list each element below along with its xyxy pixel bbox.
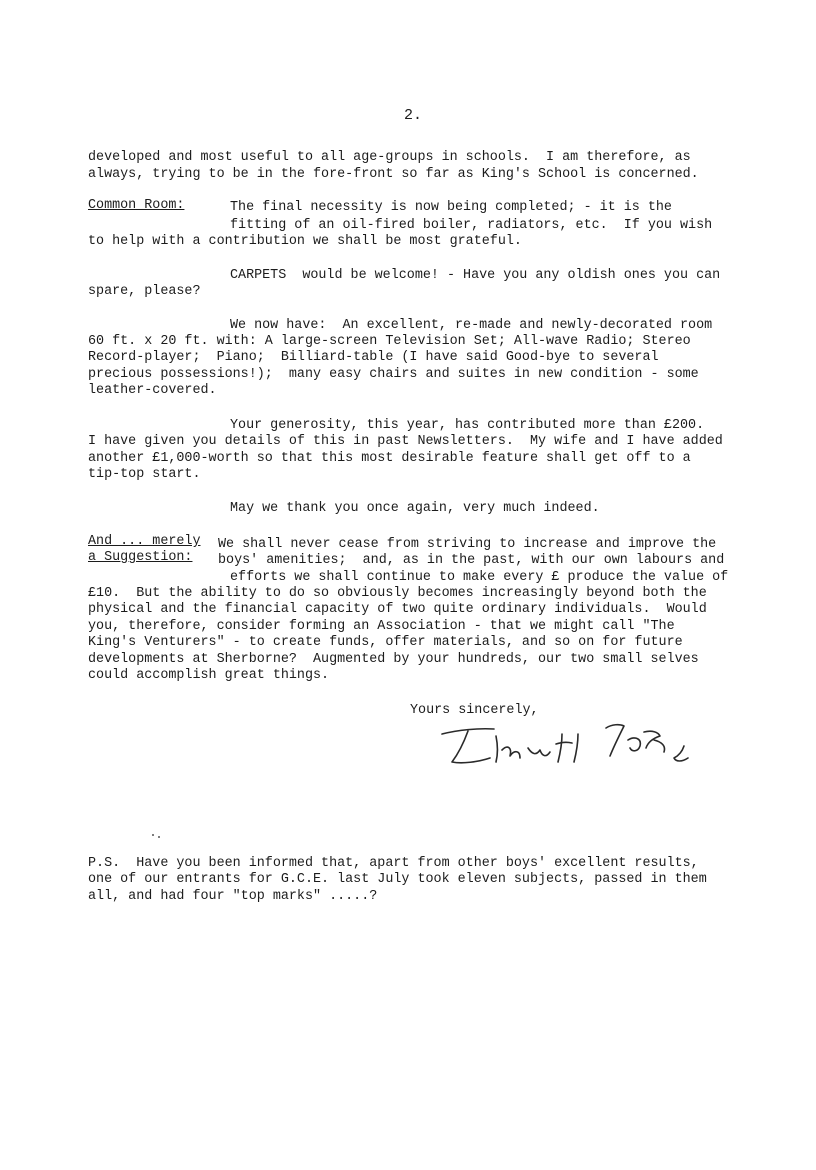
suggestion-line-6: you, therefore, consider forming an Association - that we might call "The [88, 619, 675, 634]
generosity-line-1: Your generosity, this year, has contributed more than £200. [230, 418, 705, 433]
closing-salutation: Yours sincerely, [410, 703, 539, 718]
suggestion-line-9: could accomplish great things. [88, 668, 330, 683]
generosity-line-3: another £1,000-worth so that this most desirable feature shall get off to a [88, 451, 691, 466]
now-have-line-2: 60 ft. x 20 ft. with: A large-screen Television Set; All-wave Radio; Stereo [88, 334, 691, 349]
common-room-continuation: to help with a contribution we shall be most grateful. [88, 234, 522, 249]
suggestion-line-1: We shall never cease from striving to increase and improve the [218, 537, 717, 552]
now-have-line-3: Record-player; Piano; Billiard-table (I have said Good-bye to several [88, 350, 659, 365]
common-room-line-1: The final necessity is now being completed; - it is the [230, 200, 672, 215]
ps-line-3: all, and had four "top marks" .....? [88, 889, 378, 904]
suggestion-line-2: boys' amenities; and, as in the past, with our own labours and [218, 553, 725, 568]
ps-line-2: one of our entrants for G.C.E. last July took eleven subjects, passed in them [88, 872, 707, 887]
page-number: 2. [404, 107, 423, 124]
now-have-line-1: We now have: An excellent, re-made and newly-decorated room [230, 318, 713, 333]
suggestion-line-8: developments at Sherborne? Augmented by your hundreds, our two small selves [88, 652, 699, 667]
common-room-line-2: fitting of an oil-fired boiler, radiators, etc. If you wish [230, 218, 713, 233]
thanks-line: May we thank you once again, very much indeed. [230, 501, 600, 516]
suggestion-line-7: King's Venturers" - to create funds, offer materials, and so on for future [88, 635, 683, 650]
intro-line-2: always, trying to be in the fore-front so far as King's School is concerned. [88, 167, 699, 182]
common-room-label: Common Room: [88, 198, 185, 213]
carpets-line-1: CARPETS would be welcome! - Have you any oldish ones you can [230, 268, 721, 283]
suggestion-line-5: physical and the financial capacity of two quite ordinary individuals. Would [88, 602, 707, 617]
now-have-line-4: precious possessions!); many easy chairs and suites in new condition - some [88, 367, 699, 382]
carpets-line-2: spare, please? [88, 284, 201, 299]
scan-speck [152, 834, 154, 836]
generosity-line-2: I have given you details of this in past Newsletters. My wife and I have added [88, 434, 723, 449]
intro-line-1: developed and most useful to all age-groups in schools. I am therefore, as [88, 150, 691, 165]
ps-line-1: P.S. Have you been informed that, apart from other boys' excellent results, [88, 856, 699, 871]
suggestion-line-3: efforts we shall continue to make every £ produce the value of [230, 570, 729, 585]
now-have-line-5: leather-covered. [88, 383, 217, 398]
signature [438, 712, 708, 774]
suggestion-line-4: £10. But the ability to do so obviously becomes increasingly beyond both the [88, 586, 707, 601]
generosity-line-4: tip-top start. [88, 467, 201, 482]
suggestion-label-line-1: And ... merely [88, 534, 201, 549]
scan-speck [158, 836, 160, 838]
suggestion-label-line-2: a Suggestion: [88, 550, 193, 565]
